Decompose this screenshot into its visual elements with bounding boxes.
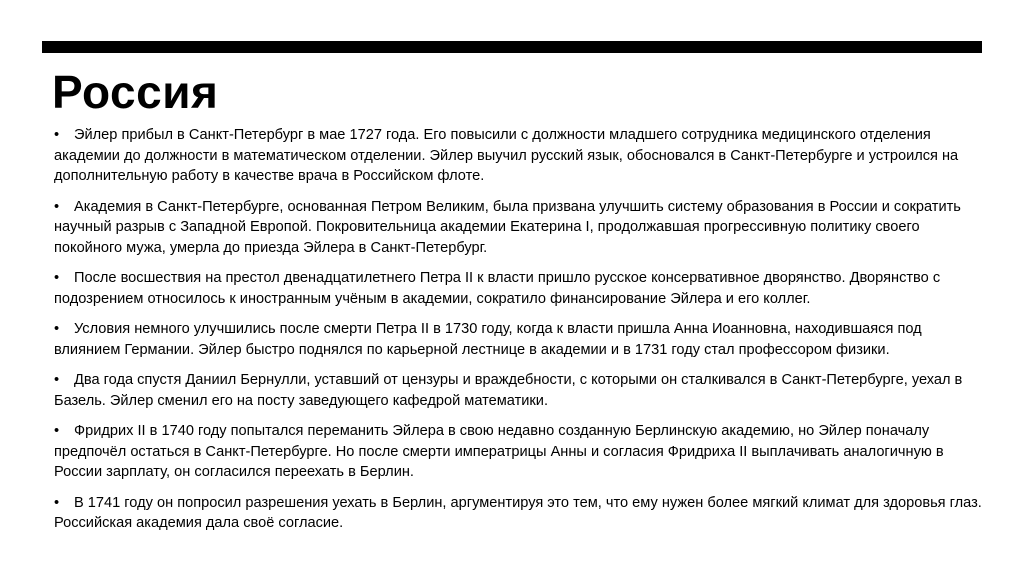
bullet-icon: •: [54, 198, 60, 215]
list-item: [54, 493, 984, 534]
list-item: [54, 125, 984, 187]
list-item: [54, 370, 984, 411]
bullet-list: [54, 125, 984, 544]
list-item: [54, 268, 984, 309]
list-item-text: Эйлер прибыл в Санкт-Петербург в мае 1727 года. Его повысили с должности младшего сотрудника медицинского отделения академии до должности в математическом отделении. Эйлер выучил русский язык, обосновался в Санкт-Петербурге и устроился на дополнительную работу в качестве врача в Российском флоте.: [54, 127, 959, 184]
list-item-text: Условия немного улучшились после смерти Петра II в 1730 году, когда к власти пришла Анна Иоанновна, находившаяся под влиянием Германии. Эйлер быстро поднялся по карьерной лестнице в академии и в 1731 году стал профессором физики.: [54, 321, 922, 358]
bullet-icon: •: [54, 372, 60, 388]
list-item: [54, 197, 984, 259]
list-item-text: Академия в Санкт-Петербурге, основанная Петром Великим, была призвана улучшить систему образования в России и сократить научный разрыв с Западной Европой. Покровительница академии Екатерина I, продолжавшая прогрессивную политику своего покойного мужа, умерла до приезда Эйлера в Санкт-Петербург.: [54, 198, 961, 256]
bullet-icon: •: [54, 270, 60, 286]
list-item: [54, 421, 984, 483]
bullet-icon: •: [54, 423, 60, 439]
list-item: [54, 319, 984, 360]
list-item-text: Два года спустя Даниил Бернулли, уставший от цензуры и враждебности, с которыми он сталкивался в Санкт-Петербурге, уехал в Базель. Эйлер сменил его на посту заведующего кафедрой математики.: [54, 372, 963, 409]
list-item-text: Фридрих II в 1740 году попытался переманить Эйлера в свою недавно созданную Берлинскую академию, но Эйлер поначалу предпочёл остаться в Санкт-Петербурге. Но после смерти императрицы Анны и согласия Фридриха II выплачивать аналогичную в России зарплату, он согласился переехать в Берлин.: [54, 423, 944, 480]
bullet-icon: •: [54, 494, 60, 511]
bullet-icon: •: [54, 321, 60, 337]
title-accent-bar: [42, 41, 982, 53]
slide-title: Россия: [52, 66, 219, 118]
list-item-text: В 1741 году он попросил разрешения уехать в Берлин, аргументируя это тем, что ему нужен более мягкий климат для здоровья глаз. Российская академия дала своё согласие.: [54, 494, 982, 531]
list-item-text: После восшествия на престол двенадцатилетнего Петра II к власти пришло русское консервативное дворянство. Дворянство с подозрением относилось к иностранным учёным в академии, сократило финансирование Эйлера и его коллег.: [54, 270, 941, 307]
bullet-icon: •: [54, 127, 60, 143]
